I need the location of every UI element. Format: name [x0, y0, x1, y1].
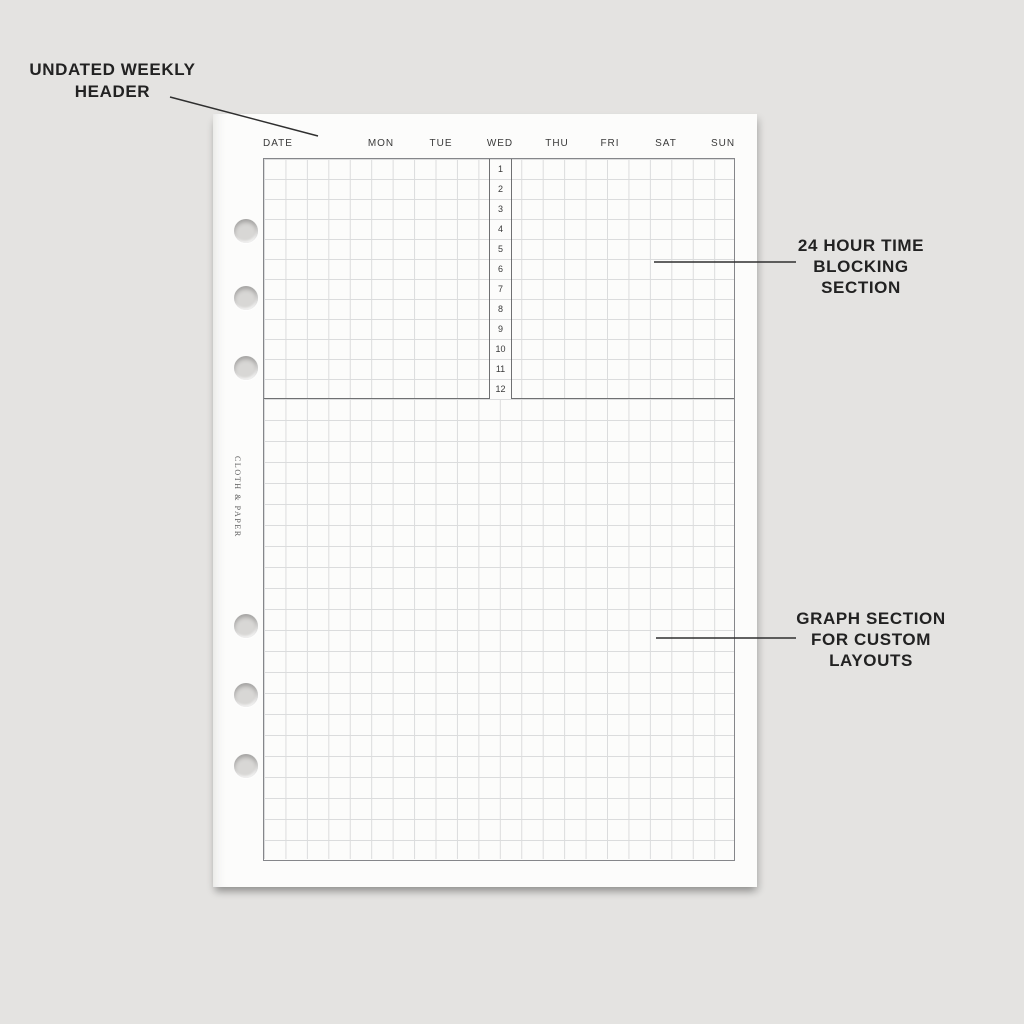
time-blocking-section [264, 159, 734, 399]
binder-hole [234, 683, 258, 707]
annotation-graph-section [786, 608, 956, 671]
hour-label: 8 [497, 304, 503, 314]
hour-label: 7 [497, 284, 503, 294]
annotation-line: SECTION [821, 278, 901, 297]
day-label-sat: SAT [655, 138, 677, 149]
annotation-time-blocking-section [776, 235, 946, 298]
weekly-header-row [213, 137, 757, 153]
hour-label: 12 [495, 384, 506, 394]
annotation-line: UNDATED WEEKLY [29, 60, 196, 79]
annotation-line: HEADER [74, 82, 151, 101]
planner-page [213, 114, 757, 887]
hour-label: 2 [497, 184, 503, 194]
hour-label: 9 [497, 324, 503, 334]
binder-hole [234, 754, 258, 778]
hour-label: 11 [495, 364, 506, 374]
day-label-wed: WED [486, 138, 514, 149]
annotation-line: GRAPH SECTION [796, 609, 946, 628]
annotation-line: FOR CUSTOM [811, 630, 931, 649]
hour-label: 10 [495, 344, 506, 354]
annotation-line: LAYOUTS [829, 651, 913, 670]
hour-label: 6 [497, 264, 503, 274]
day-label-thu: THU [545, 138, 569, 149]
date-label: DATE [263, 138, 293, 149]
annotation-undated-weekly-header [25, 59, 200, 103]
day-label-mon: MON [367, 138, 395, 149]
hour-column [489, 159, 512, 399]
graph-section [264, 399, 734, 859]
day-label-tue: TUE [429, 138, 453, 149]
annotation-line: BLOCKING [813, 257, 909, 276]
binder-hole [234, 614, 258, 638]
binder-hole [234, 286, 258, 310]
annotation-line: 24 HOUR TIME [797, 236, 925, 255]
brand-vertical-text: CLOTH & PAPER [233, 456, 242, 538]
day-label-sun: SUN [710, 138, 736, 149]
planner-grid [263, 158, 735, 861]
hour-label: 4 [497, 224, 503, 234]
hour-label: 3 [497, 204, 503, 214]
day-label-fri: FRI [600, 138, 620, 149]
hour-label: 5 [497, 244, 503, 254]
binder-hole [234, 219, 258, 243]
binder-hole [234, 356, 258, 380]
hour-label: 1 [497, 164, 503, 174]
